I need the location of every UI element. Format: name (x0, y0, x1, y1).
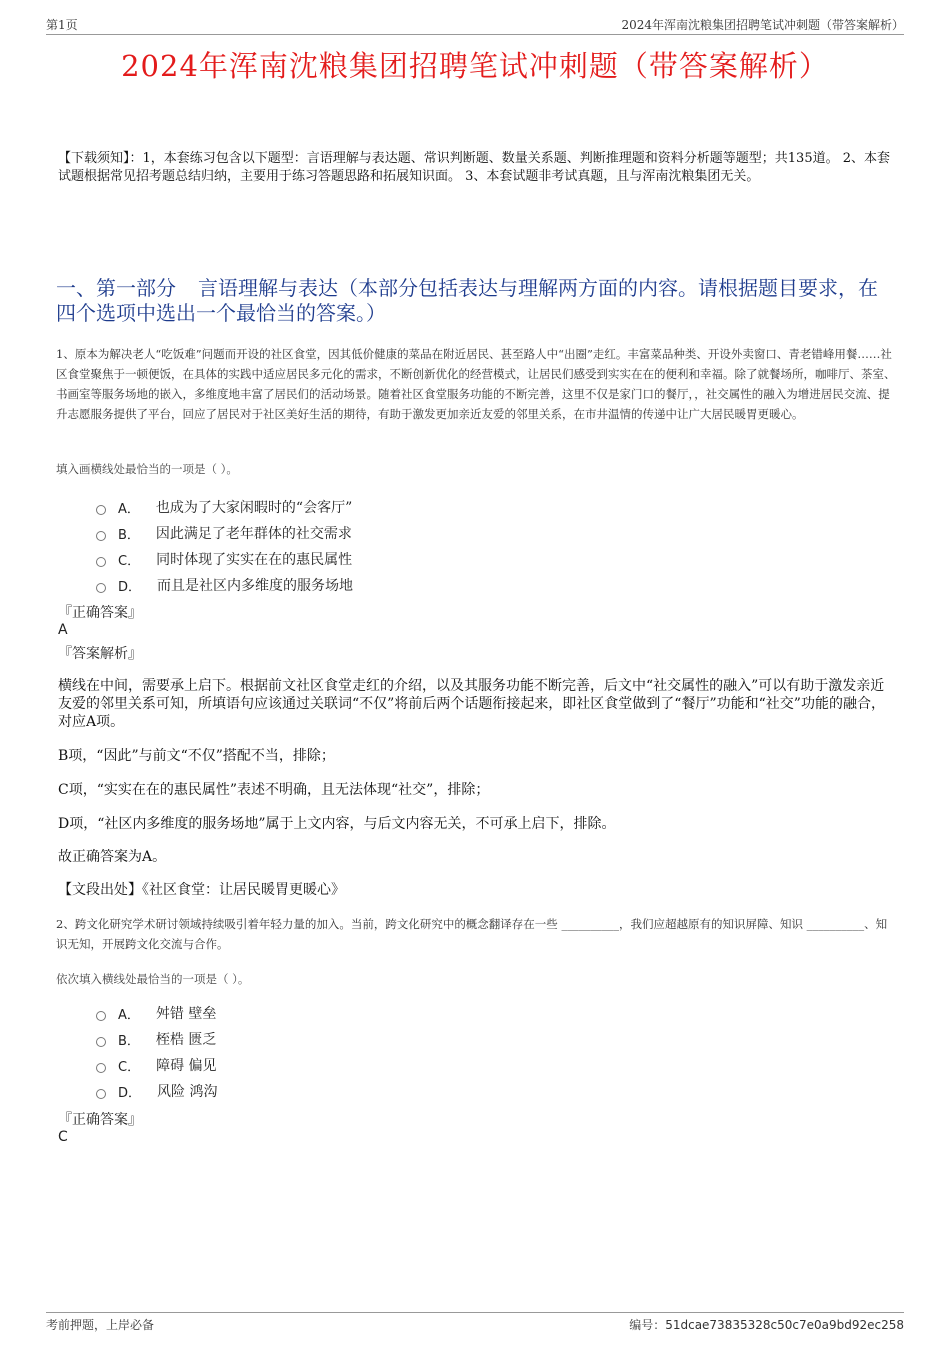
question-1-stem: 1、原本为解决老人“吃饭难”问题而开设的社区食堂，因其低价健康的菜品在附近居民、甚至路人中“出圈”走红。丰富菜品种类、开设外卖窗口、青老错峰用餐……社区食堂聚焦于一顿便饭，在具体的实践中适应居民多元化的需求，不断创新优化的经营模式，让居民们感受到实实在在的便利和幸福。除了就餐场所，咖啡厅、茶室、书画室等服务场地的嵌入，多维度地丰富了居民们的活动场景。随着社区食堂服务功能的不断完善，这里不仅是家门口的餐厅，，社交属性的融入为增进居民交流、提升志愿服务提供了平台，回应了居民对于社区美好生活的期待，有助于激发更加亲近友爱的邻里关系，在市井温情的传递中让广大居民暖胃更暖心。 (56, 347, 896, 421)
code-label: 编号： (629, 1318, 666, 1332)
download-notice: 【下载须知】：1，本套练习包含以下题型：言语理解与表达题、常识判断题、数量关系题、判断推理题和资料分析题等题型；共135道。 2、本套试题根据常见招考题总结归纳，主要用于练习答题思路和拓展知识面。 3、本套试题非考试真题，且与浑南沈粮集团无关。 (58, 151, 890, 184)
section-heading (56, 276, 896, 326)
radio-icon[interactable] (96, 1089, 106, 1099)
option-text: 因此满足了老年群体的社交需求 (155, 526, 352, 542)
question-2-prompt: 依次填入横线处最恰当的一项是（ ）。 (56, 972, 250, 986)
option-letter: A． (118, 1007, 140, 1023)
option-letter: A． (118, 501, 140, 517)
option-letter: B． (118, 1033, 140, 1049)
option-d[interactable] (96, 1078, 496, 1104)
option-text: 桎梏 匮乏 (155, 1032, 217, 1048)
radio-icon[interactable] (96, 1011, 106, 1021)
option-a[interactable] (96, 1000, 496, 1026)
option-c[interactable] (96, 546, 496, 572)
option-d[interactable] (96, 572, 496, 598)
analysis-label: 『答案解析』 (58, 646, 142, 662)
header-doc-title: 2024年浑南沈粮集团招聘笔试冲刺题（带答案解析） (621, 18, 904, 32)
analysis-option-c: C项，“实实在在的惠民属性”表述不明确，且无法体现“社交”，排除； (58, 782, 490, 798)
page-number: 第1页 (46, 18, 78, 32)
analysis-option-d: D项，“社区内多维度的服务场地”属于上文内容，与后文内容无关，不可承上启下，排除。 (58, 816, 616, 832)
footer-slogan: 考前押题，上岸必备 (46, 1318, 155, 1332)
option-text: 障碍 偏见 (156, 1058, 217, 1074)
radio-icon[interactable] (96, 1037, 106, 1047)
document-title: 2024年浑南沈粮集团招聘笔试冲刺题（带答案解析） (121, 49, 829, 83)
option-b[interactable] (96, 1026, 496, 1052)
option-letter: B． (118, 527, 140, 543)
option-text: 也成为了大家闲暇时的“会客厅” (155, 500, 353, 516)
radio-icon[interactable] (96, 1063, 106, 1073)
radio-icon[interactable] (96, 531, 106, 541)
radio-icon[interactable] (96, 505, 106, 515)
section-title: 一、第一部分 (56, 276, 176, 300)
option-text: 风险 鸿沟 (157, 1084, 218, 1100)
answer-label: 『正确答案』 (58, 1112, 142, 1128)
option-text: 同时体现了实实在在的惠民属性 (156, 552, 353, 568)
answer-value: C (58, 1129, 68, 1145)
radio-icon[interactable] (96, 557, 106, 567)
option-b[interactable] (96, 520, 496, 546)
section-description: 言语理解与表达（本部分包括表达与理解两方面的内容。请根据题目要求，在四个选项中选出一个最恰当的答案。） (56, 276, 878, 325)
question-2-stem: 2、跨文化研究学术研讨领域持续吸引着年轻力量的加入。当前，跨文化研究中的概念翻译存在一些 __________，我们应超越原有的知识屏障、知识 __________、知识无知，开展跨文化交流与合作。 (56, 917, 888, 951)
question-2-options (96, 1000, 496, 1104)
option-text: 舛错 壁垒 (155, 1006, 217, 1022)
option-letter: C． (118, 1059, 141, 1075)
option-letter: C． (118, 553, 141, 569)
page-header (46, 16, 904, 35)
answer-label: 『正确答案』 (58, 605, 142, 621)
option-letter: D． (118, 579, 142, 595)
page-footer (46, 1312, 904, 1333)
analysis-conclusion: 故正确答案为A。 (58, 849, 167, 865)
code-value: 51dcae73835328c50c7e0a9bd92ec258 (665, 1318, 904, 1332)
analysis-option-b: B项，“因此”与前文“不仅”搭配不当，排除； (58, 748, 335, 764)
option-a[interactable] (96, 494, 496, 520)
radio-icon[interactable] (96, 583, 106, 593)
option-letter: D． (118, 1085, 142, 1101)
answer-value: A (58, 622, 68, 638)
question-1-options (96, 494, 496, 598)
option-c[interactable] (96, 1052, 496, 1078)
question-1-prompt: 填入画横线处最恰当的一项是（ ）。 (56, 462, 238, 476)
document-code (629, 1316, 904, 1333)
text-source: 【文段出处】《社区食堂：让居民暖胃更暖心》 (58, 882, 345, 898)
analysis-main: 横线在中间，需要承上启下。根据前文社区食堂走红的介绍，以及其服务功能不断完善，后文中“社交属性的融入”可以有助于激发亲近友爱的邻里关系可知，所填语句应该通过关联词“不仅”将前后两个话题衔接起来，即社区食堂做到了“餐厅”功能和“社交”功能的融合，对应A项。 (58, 678, 885, 730)
option-text: 而且是社区内多维度的服务场地 (157, 578, 354, 594)
